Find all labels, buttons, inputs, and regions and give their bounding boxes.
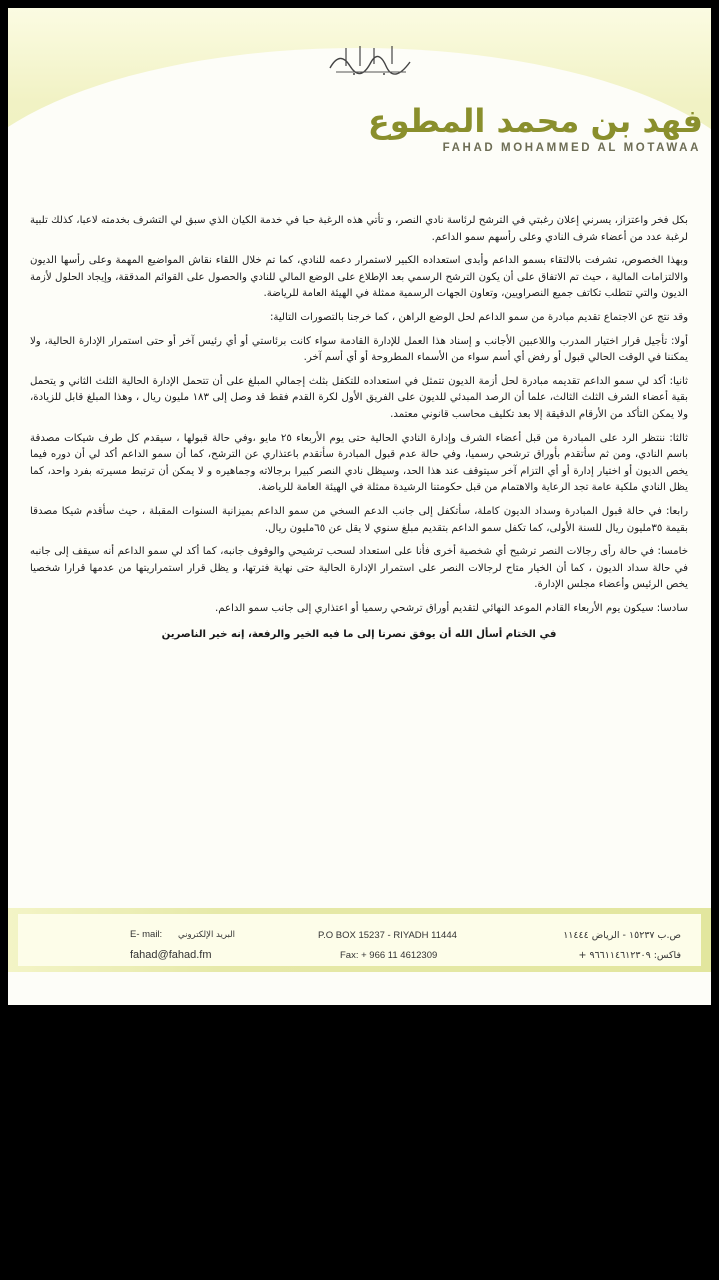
footer-po-box-english: P.O BOX 15237 - RIYADH 11444 [318, 930, 457, 941]
closing-line: في الختام أسأل الله أن يوفق نصرنا إلى ما فيه الخير والرفعة، إنه خير الناصرين [161, 629, 557, 641]
footer-email-label: E- mail: [130, 929, 163, 940]
paragraph-intro: بكل فخر واعتزاز، يسرني إعلان رغبتي في الترشح لرئاسة نادي النصر، و تأتي هذه الرغبة حبا في خدمة الكيان الذي سبق لي التشرف بخدمته لاعبا، كذلك تلبية لرغبة عدد من أعضاء شرف النادي وعلى رأسهم سمو الداعم. [30, 215, 688, 243]
letter-body [30, 213, 688, 651]
paragraph-meeting: وبهذا الخصوص، تشرفت بالالتقاء بسمو الداعم وأبدى استعداده الكبير لاستمرار دعمه للنادي، كما تم خلال اللقاء نقاش المواضيع المهمة وعلى رأسها الديون والالتزامات المالية ، حيث تم الاتفاق على أن يكون الترشح الرسمي بعد الإطلاع على الوضع المالي للنادي والحصول على القوائم المدققة، وإيجاد الحلول لأزمة الديون والتي تتطلب تكاتف جميع النصراويين، وتعاون الجهات الرسمية ممثلة في الهيئة العامة للرياضة. [30, 255, 688, 300]
footer-band [8, 908, 711, 972]
paragraph-second: ثانيا: أكد لي سمو الداعم تقديمه مبادرة لحل أزمة الديون تتمثل في استعداده للتكفل بثلث إجمالي المبلغ على أن تتحمل الإدارة الحالية الثلث الثاني و يتحمل بقية أعضاء الشرف الثلث الثالث، علما أن الرصد المبدئي للديون على الفريق الأول لكرة القدم فقط قد وصل إلى ١٨٣ مليون ريال ، وهذا المبلغ قابل للزيادة، ولا يمكن التأكد من الأرقام الدقيقة إلا بعد تكليف محاسب قانوني معتمد. [30, 375, 688, 420]
paragraph-sixth: سادسا: سيكون يوم الأربعاء القادم الموعد النهائي لتقديم أوراق ترشحي رسميا أو اعتذاري إلى جانب سمو الداعم. [215, 602, 688, 614]
paragraph-third: ثالثا: ننتظر الرد على المبادرة من قبل أعضاء الشرف وإدارة النادي الحالية حتى يوم الأربعاء ٢٥ مايو ،وفي حالة قبولها ، سيقدم كل طرف شيكات مصدقة باسم النادي، ومن ثم سأتقدم بأوراق ترشحي رسميا، وفي حالة عدم قبول المبادرة سأتقدم باعتذاري عن الترشح، كما أن سمو الداعم أكد لي أن دوره فيما يخص الديون أو اختيار إدارة أو أي التزام آخر سيتوقف عند هذا الحد، وسيظل نادي النصر كبيرا برجالاته وجماهيره و لا يمكن أن ترتبط مسيرته بفرد واحد، كما يظل النادي ملكية عامة تجد الرعاية والاهتمام من قبل حكومتنا الرشيدة ممثلة في الهيئة العامة للرياضة. [30, 432, 688, 494]
letterhead-name-arabic: فهد بن محمد المطوع [367, 102, 703, 140]
footer-email-label-arabic: البريد الإلكتروني [178, 930, 236, 940]
paragraph-fourth: رابعا: في حالة قبول المبادرة وسداد الديون كاملة، سأتكفل إلى جانب الدعم السخي من سمو الداعم بميزانية السنوات المقبلة ، حيث سأقدم شيكا مصدقا بقيمة ٣٥مليون ريال للسنة الأولى، كما تكفل سمو الداعم بتقديم مبلغ سنوي لا يقل عن ٦٥مليون ريال. [30, 505, 688, 534]
basmala-calligraphy-icon [326, 42, 416, 76]
letterhead-name-english: FAHAD MOHAMMED AL MOTAWAA [442, 142, 701, 154]
footer-po-box-arabic: ص.ب ١٥٢٣٧ - الرياض ١١٤٤٤ [563, 930, 681, 941]
footer-email-link[interactable]: fahad@fahad.fm [130, 949, 212, 961]
footer-fax-english: Fax: + 966 11 4612309 [340, 950, 438, 961]
paragraph-fifth: خامسا: في حالة رأى رجالات النصر ترشيح أي شخصية أخرى فأنا على استعداد لسحب ترشيحي والوقوف جانبه، كما أكد لي سمو الداعم أنه سيقف إلى جانبه في حالة سداد الديون ، كما أن الخيار متاح لرجالات النصر على استمرار الإدارة الحالية حتى نهاية فترتها، و يظل قرار استمراريتها من عدمها قرارا شخصيا يخص الرئيس وأعضاء مجلس الإدارة. [30, 546, 688, 591]
paragraph-first: أولا: تأجيل قرار اختيار المدرب واللاعبين الأجانب و إسناد هذا العمل للإدارة القادمة سواء كانت برئاستي أو أي رئيس آخر أو حتى استمرار الإدارة الحالية، ولا يمكننا في الوقت الحالي قبول أو رفض أي أسم سواء من الأسماء المطروحة أو أي أسم آخر. [30, 335, 688, 364]
paragraph-outcomes: وقد نتج عن الاجتماع تقديم مبادرة من سمو الداعم لحل الوضع الراهن ، كما خرجنا بالتصورات التالية: [269, 311, 688, 323]
footer-fax-arabic: فاكس: ٩٦٦١١٤٦١٢٣٠٩ + [578, 950, 681, 961]
basmala-calligraphy [326, 42, 416, 76]
letter-page [8, 8, 711, 1005]
